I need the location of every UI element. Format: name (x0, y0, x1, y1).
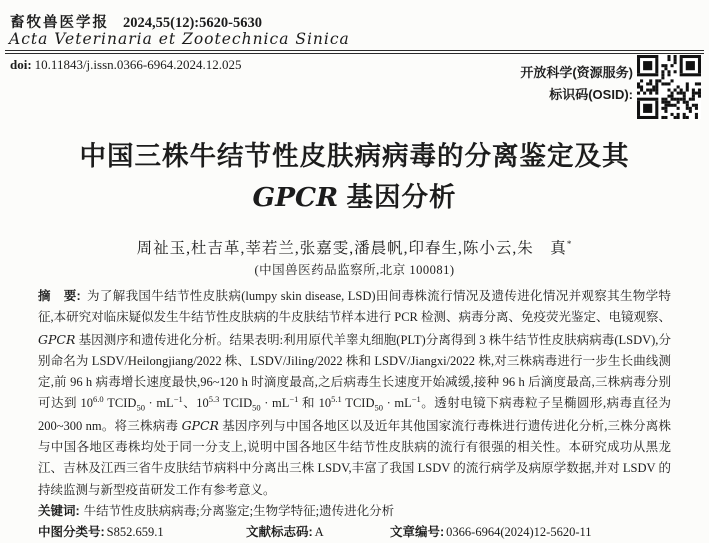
doi-value: 10.11843/j.issn.0366-6964.2024.12.025 (34, 57, 242, 72)
article-title (0, 136, 709, 218)
journal-name-cn: 畜牧兽医学报 (10, 15, 109, 31)
meta-row (38, 522, 671, 543)
document-code-value: A (314, 525, 324, 540)
article-title-gene: GPCR (252, 182, 339, 213)
doi-label: doi: (10, 57, 32, 72)
abstract-text: 为了解我国牛结节性皮肤病(lumpy skin disease, LSD)田间毒株流行情况及遗传进化情况并观察其生物学特征,本研究对临床疑似发生牛结节性皮肤病的牛皮肤结节样本进行 PCR 检测、病毒分离、免疫荧光鉴定、电镜观察、GPCR 基因测序和遗传进化分析。结果表明:利用原代羊睾丸细胞(PLT)分离得到 3 株牛结节性皮肤病病毒(LSDV),分别命名为 LSDV/Heilongjiang/2022 株、LSDV/Jiling/2022 株和 LSDV/Jiangxi/2022 株,对三株病毒进行一步生长曲线测定,前 96 h 病毒增长速度最快,96~120 h 时滴度最高,之后病毒生长速度开始减缓,接种 96 h 后滴度最高,三株病毒分别可达到 $10^{6.0}$ $TCID_{50} \cdot mL^{-1}$、$10^{5.3}$ $TCID_{50} \cdot mL^{-1}$ 和 $10^{5.1}$ $TCID_{50} \cdot mL^{-1}$。透射电镜下病毒粒子呈椭圆形,病毒直径为 200~300 nm。将三株病毒 GPCR 基因序列与中国各地区以及近年其他国家流行毒株进行遗传进化分析,三株分离株与中国各地区毒株均处于同一分支上,说明中国各地区牛结节性皮肤病的流行有很强的相关性。本研究成功从黑龙江、吉林及江西三省牛皮肤结节病料中分离出三株 LSDV,丰富了我国 LSDV 的流行病学及病原学数据,并对 LSDV 的持续监测与新型疫苗研发工作有参考意义。 (38, 289, 672, 497)
keywords-label: 关键词: (38, 503, 80, 518)
journal-header (10, 11, 262, 32)
abstract-paragraph (38, 286, 671, 501)
header-double-rule (5, 50, 704, 54)
osid-text (520, 62, 633, 106)
osid-line2: 标识码(OSID): (549, 87, 633, 102)
clc-number (38, 522, 164, 543)
article-id-label: 文章编号: (390, 525, 445, 540)
author-list (0, 236, 709, 258)
qr-code-icon (637, 55, 701, 119)
osid-qr-code (637, 55, 701, 119)
article-id (390, 522, 592, 543)
clc-value: S852.659.1 (106, 525, 164, 540)
abstract-label: 摘 要: (38, 289, 81, 303)
article-title-line1: 中国三株牛结节性皮肤病病毒的分离鉴定及其 (79, 141, 630, 171)
keywords-line (38, 501, 671, 522)
clc-label: 中图分类号: (38, 525, 105, 540)
article-id-value: 0366-6964(2024)12-5620-11 (446, 525, 592, 540)
article-front-matter (38, 286, 671, 543)
doi-line (10, 57, 241, 73)
corresponding-author-mark: * (566, 238, 573, 249)
author-names: 周祉玉,杜吉革,莘若兰,张嘉雯,潘晨帆,印春生,陈小云,朱 真 (136, 240, 567, 257)
journal-name-en: Acta Veterinaria et Zootechnica Sinica (9, 30, 350, 48)
journal-issue-info: 2024,55(12):5620-5630 (123, 15, 262, 31)
document-code (246, 522, 324, 543)
osid-line1: 开放科学(资源服务) (520, 65, 633, 80)
document-code-label: 文献标志码: (246, 525, 313, 540)
article-title-line2-rest: 基因分析 (338, 182, 457, 212)
keywords-text: 牛结节性皮肤病病毒;分离鉴定;生物学特征;遗传进化分析 (83, 503, 395, 518)
affiliation: (中国兽医药品监察所,北京 100081) (254, 263, 455, 277)
